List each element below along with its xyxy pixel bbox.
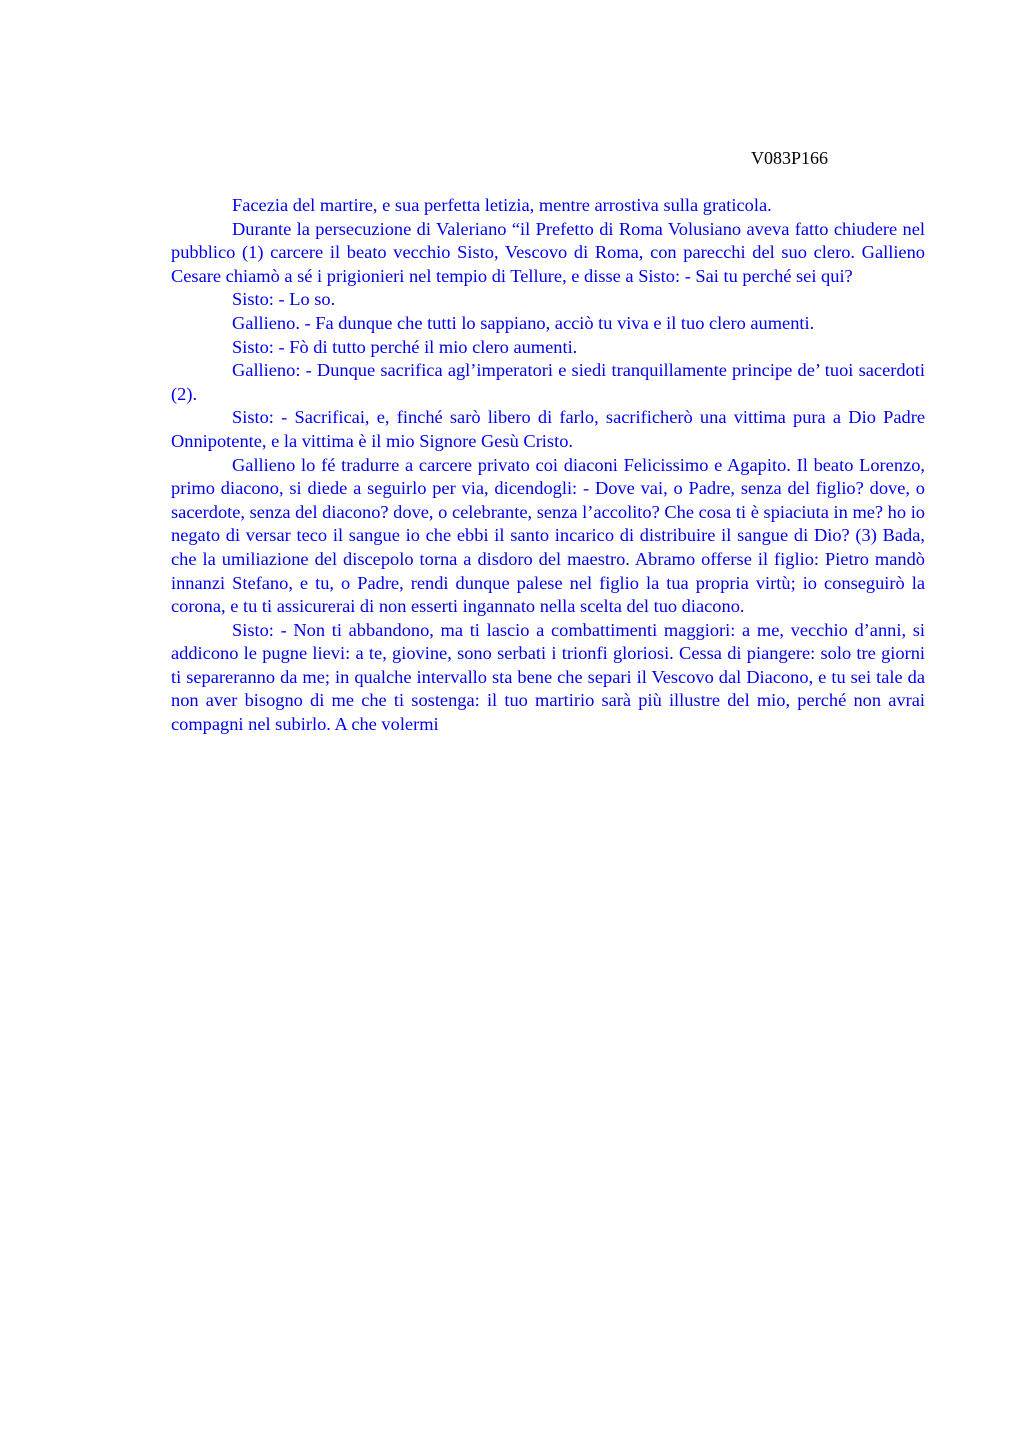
paragraph: Sisto: - Fò di tutto perché il mio clero aumenti. <box>232 336 578 357</box>
paragraph: Sisto: - Lo so. <box>232 289 336 310</box>
paragraph: Sisto: - Non ti abbandono, ma ti lascio a combattimenti maggiori: a me, vecchio d’anni, si addicono le pugne lievi: a te, giovine, sono serbati i trionfi gloriosi. Cessa di piangere: solo tre giorni ti separeranno da me; in qualche intervallo sta bene che separi il Vescovo dal Diacono, e tu sei tale da non aver bisogno di me che ti sostenga: il tuo martirio sarà più illustre del mio, perché non avrai compagni nel subirlo. A che volermi <box>171 619 925 735</box>
page-identifier: V083P166 <box>751 148 829 168</box>
paragraph: Durante la persecuzione di Valeriano “il Prefetto di Roma Volusiano aveva fatto chiudere nel pubblico (1) carcere il beato vecchio Sisto, Vescovo di Roma, con parecchi del suo clero. Gallieno Cesare chiamò a sé i prigionieri nel tempio di Tellure, e disse a Sisto: - Sai tu perché sei qui? <box>171 218 925 286</box>
paragraph: Gallieno: - Dunque sacrifica agl’imperatori e siedi tranquillamente principe de’ tuoi sacerdoti (2). <box>171 360 925 404</box>
paragraph: Sisto: - Sacrificai, e, finché sarò libero di farlo, sacrificherò una vittima pura a Dio Padre Onnipotente, e la vittima è il mio Signore Gesù Cristo. <box>171 407 925 451</box>
paragraph: Gallieno lo fé tradurre a carcere privato coi diaconi Felicissimo e Agapito. Il beato Lorenzo, primo diacono, si diede a seguirlo per via, dicendogli: - Dove vai, o Padre, senza del figlio? dove, o sacerdote, senza del diacono? dove, o celebrante, senza l’accolito? Che cosa ti è spiaciuta in me? ho io negato di versar teco il sangue io che ebbi il santo incarico di distribuire il sangue di Dio? (3) Bada, che la umiliazione del discepolo torna a disdoro del maestro. Abramo offerse il figlio: Pietro mandò innanzi Stefano, e tu, o Padre, rendi dunque palese nel figlio la tua propria virtù; io conseguirò la corona, e tu ti assicurerai di non esserti ingannato nella scelta del tuo diacono. <box>171 454 925 617</box>
paragraph: Gallieno. - Fa dunque che tutti lo sappiano, acciò tu viva e il tuo clero aumenti. <box>232 312 815 333</box>
paragraph-heading: Facezia del martire, e sua perfetta letizia, mentre arrostiva sulla graticola. <box>232 195 772 215</box>
body-text <box>171 194 925 737</box>
